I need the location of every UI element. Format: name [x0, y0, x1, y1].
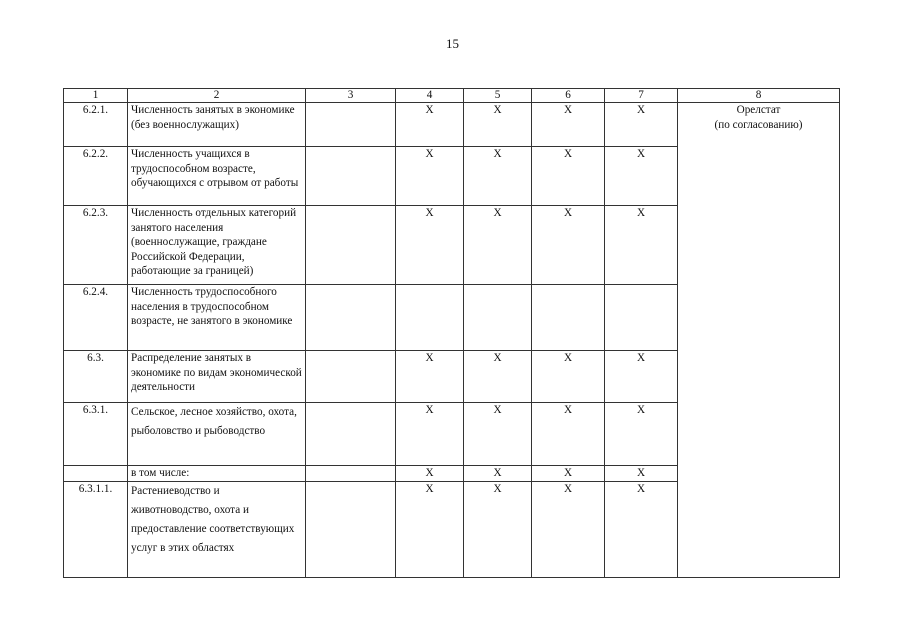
row-col-7: X	[605, 481, 678, 577]
table-row	[64, 103, 840, 147]
row-indicator: в том числе:	[128, 466, 306, 482]
row-col-4: X	[396, 481, 464, 577]
row-col-6: X	[532, 103, 605, 147]
document-table	[63, 88, 840, 578]
row-number	[64, 466, 128, 482]
row-col-6	[532, 285, 605, 351]
row-number: 6.2.1.	[64, 103, 128, 147]
row-col-6: X	[532, 351, 605, 403]
row-col-5: X	[464, 481, 532, 577]
row-indicator: Численность трудоспособного населения в трудоспособном возрасте, не занятого в экономике	[128, 285, 306, 351]
row-col-3	[306, 466, 396, 482]
header-col-3: 3	[306, 89, 396, 103]
row-col-3	[306, 147, 396, 206]
organization-name: Орелстат	[736, 104, 781, 116]
row-col-7: X	[605, 147, 678, 206]
row-col-5: X	[464, 403, 532, 466]
row-col-5: X	[464, 206, 532, 285]
row-col-4: X	[396, 206, 464, 285]
row-col-3	[306, 206, 396, 285]
row-number: 6.3.	[64, 351, 128, 403]
row-col-4: X	[396, 103, 464, 147]
row-col-6: X	[532, 147, 605, 206]
table-header-row	[64, 89, 840, 103]
row-col-7: X	[605, 351, 678, 403]
row-number: 6.3.1.	[64, 403, 128, 466]
row-number: 6.2.2.	[64, 147, 128, 206]
header-col-5: 5	[464, 89, 532, 103]
row-col-7: X	[605, 403, 678, 466]
row-col-5: X	[464, 466, 532, 482]
header-col-8: 8	[678, 89, 840, 103]
row-col-6: X	[532, 466, 605, 482]
row-indicator: Сельское, лесное хозяйство, охота, рыболовство и рыбоводство	[128, 403, 306, 466]
row-col-6: X	[532, 206, 605, 285]
header-col-6: 6	[532, 89, 605, 103]
row-col-7	[605, 285, 678, 351]
row-number: 6.3.1.1.	[64, 481, 128, 577]
row-number: 6.2.3.	[64, 206, 128, 285]
row-indicator: Численность отдельных категорий занятого населения (военнослужащие, граждане Российской Федерации, работающие за границей)	[128, 206, 306, 285]
row-col-5: X	[464, 351, 532, 403]
row-indicator: Растениеводство и животноводство, охота и предоставление соответствующих услуг в этих областях	[128, 481, 306, 577]
row-col-6: X	[532, 481, 605, 577]
row-col-4: X	[396, 351, 464, 403]
row-col-3	[306, 103, 396, 147]
row-col-3	[306, 481, 396, 577]
row-col-5: X	[464, 103, 532, 147]
row-col-5	[464, 285, 532, 351]
row-col-3	[306, 403, 396, 466]
responsible-organization-cell	[678, 103, 840, 578]
header-col-2: 2	[128, 89, 306, 103]
row-number: 6.2.4.	[64, 285, 128, 351]
row-col-6: X	[532, 403, 605, 466]
row-col-4: X	[396, 403, 464, 466]
row-col-5: X	[464, 147, 532, 206]
row-col-3	[306, 351, 396, 403]
row-indicator: Численность учащихся в трудоспособном возрасте, обучающихся с отрывом от работы	[128, 147, 306, 206]
row-indicator: Распределение занятых в экономике по видам экономической деятельности	[128, 351, 306, 403]
row-col-7: X	[605, 103, 678, 147]
organization-note: (по согласованию)	[714, 118, 803, 131]
header-col-7: 7	[605, 89, 678, 103]
row-col-4: X	[396, 466, 464, 482]
row-col-4: X	[396, 147, 464, 206]
row-col-4	[396, 285, 464, 351]
page-number: 15	[446, 36, 459, 51]
row-col-7: X	[605, 466, 678, 482]
header-col-1: 1	[64, 89, 128, 103]
row-col-3	[306, 285, 396, 351]
header-col-4: 4	[396, 89, 464, 103]
row-indicator: Численность занятых в экономике (без военнослужащих)	[128, 103, 306, 147]
row-col-7: X	[605, 206, 678, 285]
